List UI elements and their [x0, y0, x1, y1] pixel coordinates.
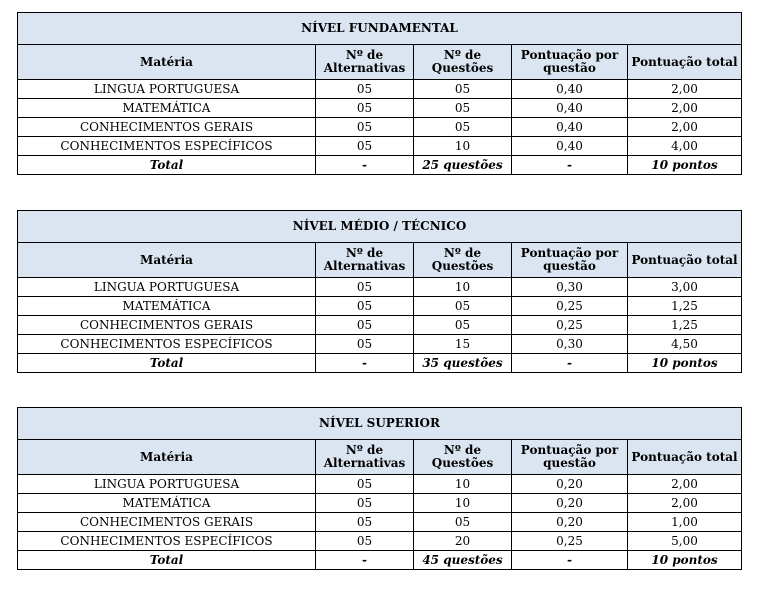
table-title: NÍVEL MÉDIO / TÉCNICO — [18, 211, 742, 243]
cell-pontuacao-total: 2,00 — [628, 494, 742, 513]
cell-pontuacao-questao: 0,30 — [512, 335, 628, 354]
table-row — [18, 118, 742, 137]
total-questoes: 45 questões — [414, 551, 512, 570]
header-alternativas: Nº de Alternativas — [316, 440, 414, 475]
cell-questoes: 15 — [414, 335, 512, 354]
cell-materia: MATEMÁTICA — [18, 494, 316, 513]
cell-materia: LINGUA PORTUGUESA — [18, 475, 316, 494]
cell-alternativas: 05 — [316, 335, 414, 354]
table-row — [18, 513, 742, 532]
cell-alternativas: 05 — [316, 80, 414, 99]
cell-questoes: 05 — [414, 80, 512, 99]
cell-materia: CONHECIMENTOS GERAIS — [18, 118, 316, 137]
cell-questoes: 05 — [414, 297, 512, 316]
header-pontuacao-total: Pontuação total — [628, 440, 742, 475]
total-alternativas: - — [316, 354, 414, 373]
cell-pontuacao-questao: 0,40 — [512, 137, 628, 156]
cell-materia: CONHECIMENTOS ESPECÍFICOS — [18, 532, 316, 551]
total-pontuacao-total: 10 pontos — [628, 551, 742, 570]
cell-pontuacao-questao: 0,40 — [512, 80, 628, 99]
cell-alternativas: 05 — [316, 118, 414, 137]
cell-pontuacao-total: 5,00 — [628, 532, 742, 551]
table-nivel-superior — [17, 407, 742, 570]
header-questoes: Nº de Questões — [414, 440, 512, 475]
cell-pontuacao-total: 1,00 — [628, 513, 742, 532]
total-label: Total — [18, 156, 316, 175]
table-row — [18, 297, 742, 316]
cell-alternativas: 05 — [316, 532, 414, 551]
cell-pontuacao-questao: 0,25 — [512, 532, 628, 551]
header-pontuacao-questao: Pontuação por questão — [512, 45, 628, 80]
table-title: NÍVEL SUPERIOR — [18, 408, 742, 440]
total-alternativas: - — [316, 551, 414, 570]
table-nivel-medio-tecnico — [17, 210, 742, 373]
cell-pontuacao-questao: 0,40 — [512, 118, 628, 137]
cell-alternativas: 05 — [316, 297, 414, 316]
table-row — [18, 278, 742, 297]
cell-pontuacao-total: 4,00 — [628, 137, 742, 156]
cell-questoes: 05 — [414, 99, 512, 118]
cell-pontuacao-questao: 0,20 — [512, 475, 628, 494]
cell-alternativas: 05 — [316, 494, 414, 513]
cell-pontuacao-questao: 0,30 — [512, 278, 628, 297]
header-pontuacao-total: Pontuação total — [628, 45, 742, 80]
total-label: Total — [18, 551, 316, 570]
header-pontuacao-questao: Pontuação por questão — [512, 440, 628, 475]
table-row — [18, 99, 742, 118]
cell-materia: MATEMÁTICA — [18, 297, 316, 316]
cell-alternativas: 05 — [316, 475, 414, 494]
header-materia: Matéria — [18, 45, 316, 80]
total-row — [18, 354, 742, 373]
total-questoes: 35 questões — [414, 354, 512, 373]
cell-pontuacao-questao: 0,20 — [512, 513, 628, 532]
total-pontuacao-questao: - — [512, 354, 628, 373]
header-alternativas: Nº de Alternativas — [316, 45, 414, 80]
table-row — [18, 335, 742, 354]
total-pontuacao-total: 10 pontos — [628, 354, 742, 373]
total-pontuacao-total: 10 pontos — [628, 156, 742, 175]
cell-materia: CONHECIMENTOS GERAIS — [18, 316, 316, 335]
cell-pontuacao-total: 2,00 — [628, 475, 742, 494]
total-pontuacao-questao: - — [512, 156, 628, 175]
cell-pontuacao-questao: 0,40 — [512, 99, 628, 118]
cell-questoes: 10 — [414, 278, 512, 297]
cell-pontuacao-total: 2,00 — [628, 118, 742, 137]
table-row — [18, 494, 742, 513]
table-row — [18, 475, 742, 494]
cell-questoes: 10 — [414, 494, 512, 513]
cell-alternativas: 05 — [316, 513, 414, 532]
header-questoes: Nº de Questões — [414, 45, 512, 80]
cell-pontuacao-total: 3,00 — [628, 278, 742, 297]
cell-materia: CONHECIMENTOS ESPECÍFICOS — [18, 137, 316, 156]
cell-materia: CONHECIMENTOS ESPECÍFICOS — [18, 335, 316, 354]
cell-materia: CONHECIMENTOS GERAIS — [18, 513, 316, 532]
cell-pontuacao-total: 2,00 — [628, 99, 742, 118]
cell-pontuacao-total: 2,00 — [628, 80, 742, 99]
cell-pontuacao-total: 4,50 — [628, 335, 742, 354]
header-pontuacao-total: Pontuação total — [628, 243, 742, 278]
cell-alternativas: 05 — [316, 99, 414, 118]
cell-questoes: 05 — [414, 316, 512, 335]
table-row — [18, 80, 742, 99]
cell-questoes: 20 — [414, 532, 512, 551]
cell-questoes: 05 — [414, 118, 512, 137]
cell-questoes: 10 — [414, 475, 512, 494]
total-label: Total — [18, 354, 316, 373]
cell-pontuacao-total: 1,25 — [628, 297, 742, 316]
total-row — [18, 156, 742, 175]
total-row — [18, 551, 742, 570]
cell-materia: LINGUA PORTUGUESA — [18, 278, 316, 297]
table-title: NÍVEL FUNDAMENTAL — [18, 13, 742, 45]
table-row — [18, 316, 742, 335]
cell-pontuacao-total: 1,25 — [628, 316, 742, 335]
cell-alternativas: 05 — [316, 278, 414, 297]
total-questoes: 25 questões — [414, 156, 512, 175]
cell-materia: MATEMÁTICA — [18, 99, 316, 118]
cell-pontuacao-questao: 0,25 — [512, 316, 628, 335]
cell-alternativas: 05 — [316, 316, 414, 335]
header-materia: Matéria — [18, 243, 316, 278]
table-row — [18, 137, 742, 156]
cell-pontuacao-questao: 0,20 — [512, 494, 628, 513]
header-materia: Matéria — [18, 440, 316, 475]
header-pontuacao-questao: Pontuação por questão — [512, 243, 628, 278]
cell-pontuacao-questao: 0,25 — [512, 297, 628, 316]
header-alternativas: Nº de Alternativas — [316, 243, 414, 278]
cell-questoes: 10 — [414, 137, 512, 156]
total-pontuacao-questao: - — [512, 551, 628, 570]
header-questoes: Nº de Questões — [414, 243, 512, 278]
table-row — [18, 532, 742, 551]
cell-materia: LINGUA PORTUGUESA — [18, 80, 316, 99]
table-nivel-fundamental — [17, 12, 742, 175]
total-alternativas: - — [316, 156, 414, 175]
cell-questoes: 05 — [414, 513, 512, 532]
cell-alternativas: 05 — [316, 137, 414, 156]
